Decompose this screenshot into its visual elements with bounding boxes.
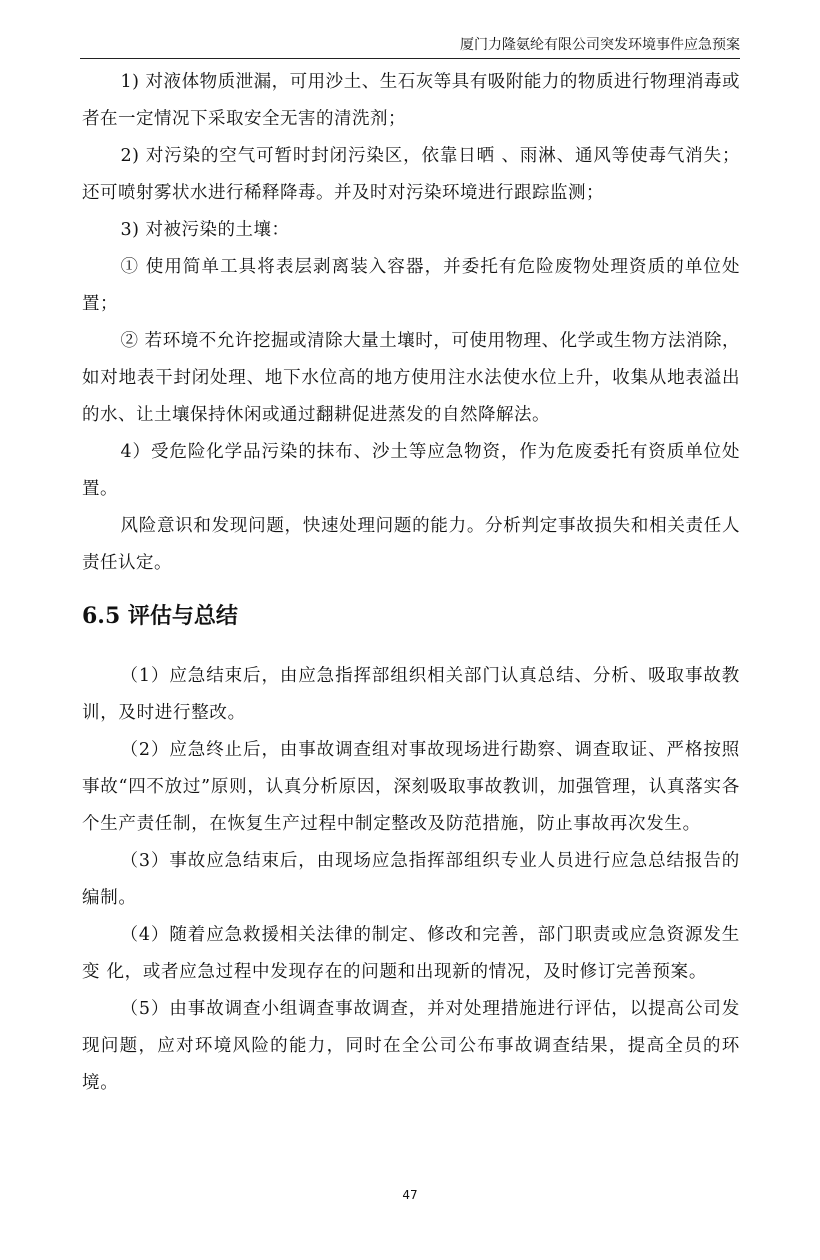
paragraph-risk-awareness: 风险意识和发现问题，快速处理问题的能力。分析判定事故损失和相关责任人责任认定。 <box>82 516 740 573</box>
paragraph-summary-4: （4）随着应急救援相关法律的制定、修改和完善，部门职责或应急资源发生变 化，或者应急过程中发现存在的问题和出现新的情况，及时修订完善预案。 <box>82 925 740 982</box>
paragraph-soil-item-1: ① 使用简单工具将表层剥离装入容器，并委托有危险废物处理资质的单位处置； <box>82 257 740 314</box>
paragraph-summary-3: （3）事故应急结束后，由现场应急指挥部组织专业人员进行应急总结报告的编制。 <box>82 851 740 908</box>
page-number: 47 <box>402 1188 418 1202</box>
paragraph-summary-5: （5）由事故调查小组调查事故调查，并对处理措施进行评估，以提高公司发现问题，应对环境风险的能力，同时在全公司公布事故调查结果，提高全员的环境。 <box>82 999 740 1093</box>
paragraph-summary-2: （2）应急终止后，由事故调查组对事故现场进行勘察、调查取证、严格按照事故“四不放过”原则，认真分析原因，深刻吸取事故教训，加强管理，认真落实各个生产责任制，在恢复生产过程中制定整改及防范措施，防止事故再次发生。 <box>82 740 740 834</box>
paragraph-soil-heading: 3) 对被污染的土壤： <box>120 220 290 240</box>
paragraph-liquid-leak: 1) 对液体物质泄漏，可用沙土、生石灰等具有吸附能力的物质进行物理消毒或者在一定情况下采取安全无害的清洗剂； <box>82 72 740 129</box>
document-body <box>82 64 740 1102</box>
section-heading-6-5: 6.5 评估与总结 <box>82 603 238 629</box>
paragraph-contaminated-materials: 4）受危险化学品污染的抹布、沙土等应急物资，作为危废委托有资质单位处置。 <box>82 442 740 499</box>
paragraph-soil-item-2: ② 若环境不允许挖掘或清除大量土壤时，可使用物理、化学或生物方法消除，如对地表干封闭处理、地下水位高的地方使用注水法使水位上升，收集从地表溢出的水、让土壤保持休闲或通过翻耕促进蒸发的自然降解法。 <box>82 331 740 425</box>
paragraph-summary-1: （1）应急结束后，由应急指挥部组织相关部门认真总结、分析、吸取事故教训，及时进行整改。 <box>82 666 740 723</box>
header-divider <box>80 58 740 59</box>
paragraph-air-pollution: 2) 对污染的空气可暂时封闭污染区，依靠日晒 、雨淋、通风等使毒气消失；还可喷射雾状水进行稀释降毒。并及时对污染环境进行跟踪监测； <box>82 146 740 203</box>
page-header-title: 厦门力隆氨纶有限公司突发环境事件应急预案 <box>460 37 740 53</box>
